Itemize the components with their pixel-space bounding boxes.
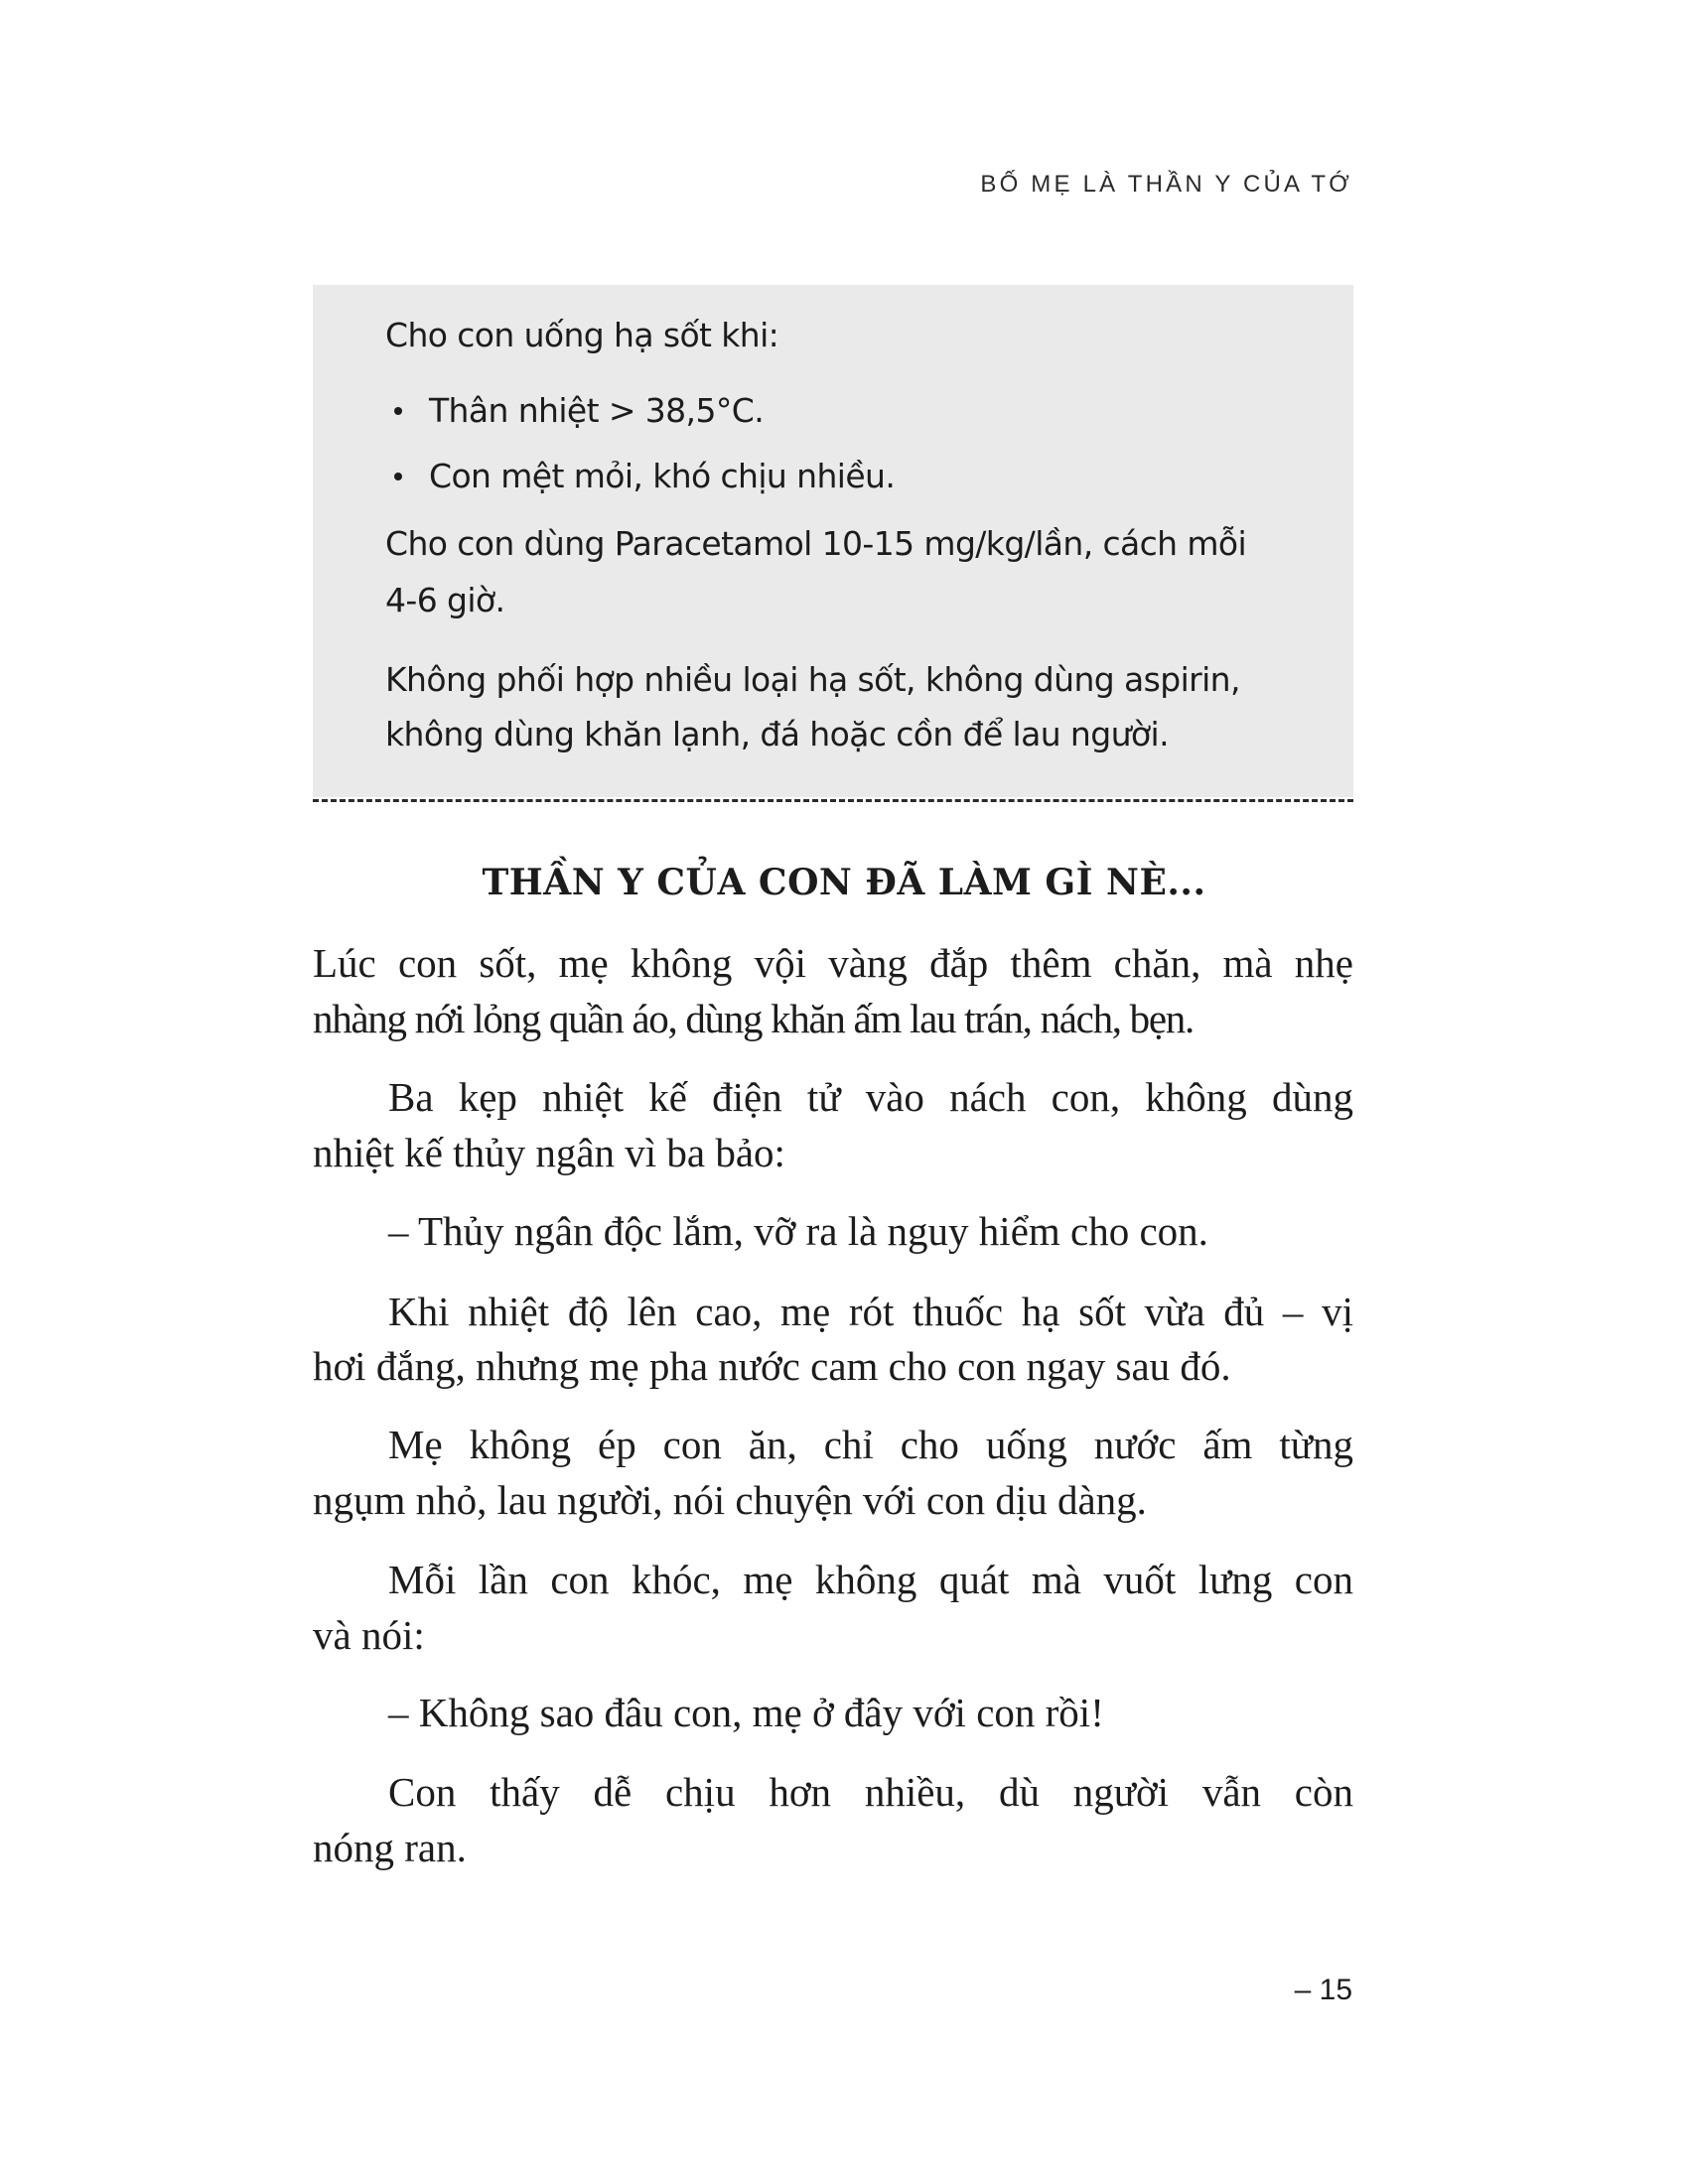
body-line: nhiệt kế thủy ngân vì ba bảo:: [313, 1130, 785, 1175]
body-line: Ba kẹp nhiệt kế điện tử vào nách con, không dùng: [388, 1074, 1353, 1120]
info-box-bullet: Thân nhiệt > 38,5°C.: [429, 391, 765, 430]
running-header: BỐ MẸ LÀ THẦN Y CỦA TỚ: [980, 171, 1352, 198]
body-line: – Thủy ngân độc lắm, vỡ ra là nguy hiểm cho con.: [388, 1208, 1208, 1254]
body-line: Mỗi lần con khóc, mẹ không quát mà vuốt lưng con: [388, 1557, 1353, 1602]
body-line: nóng ran.: [313, 1825, 467, 1870]
bullet-icon: [394, 473, 402, 480]
body-line: nhàng nới lỏng quần áo, dùng khăn ấm lau trán, nách, bẹn.: [313, 996, 1194, 1041]
dashed-divider: [313, 799, 1353, 802]
body-line: ngụm nhỏ, lau người, nói chuyện với con dịu dàng.: [313, 1477, 1147, 1523]
info-box-dosage: Cho con dùng Paracetamol 10-15 mg/kg/lần, cách mỗi: [385, 524, 1247, 563]
info-box-dosage: 4-6 giờ.: [385, 581, 505, 619]
body-line: Mẹ không ép con ăn, chỉ cho uống nước ấm từng: [388, 1422, 1353, 1467]
section-title: THẦN Y CỦA CON ĐÃ LÀM GÌ NÈ...: [482, 862, 1206, 903]
body-line: Con thấy dễ chịu hơn nhiều, dù người vẫn còn: [388, 1769, 1353, 1815]
body-line: – Không sao đâu con, mẹ ở đây với con rồi!: [388, 1690, 1104, 1735]
body-line: Lúc con sốt, mẹ không vội vàng đắp thêm chăn, mà nhẹ: [313, 940, 1353, 986]
body-line: và nói:: [313, 1612, 425, 1658]
bullet-icon: [394, 407, 402, 415]
info-box-bullet: Con mệt mỏi, khó chịu nhiều.: [429, 457, 896, 495]
info-box-warning: không dùng khăn lạnh, đá hoặc cồn để lau người.: [385, 715, 1169, 753]
info-box-intro: Cho con uống hạ sốt khi:: [385, 316, 779, 354]
body-line: Khi nhiệt độ lên cao, mẹ rót thuốc hạ sốt vừa đủ – vị: [388, 1289, 1353, 1334]
page-number: – 15: [1294, 1974, 1352, 2006]
info-box-warning: Không phối hợp nhiều loại hạ sốt, không dùng aspirin,: [385, 660, 1240, 699]
body-line: hơi đắng, nhưng mẹ pha nước cam cho con ngay sau đó.: [313, 1343, 1231, 1389]
